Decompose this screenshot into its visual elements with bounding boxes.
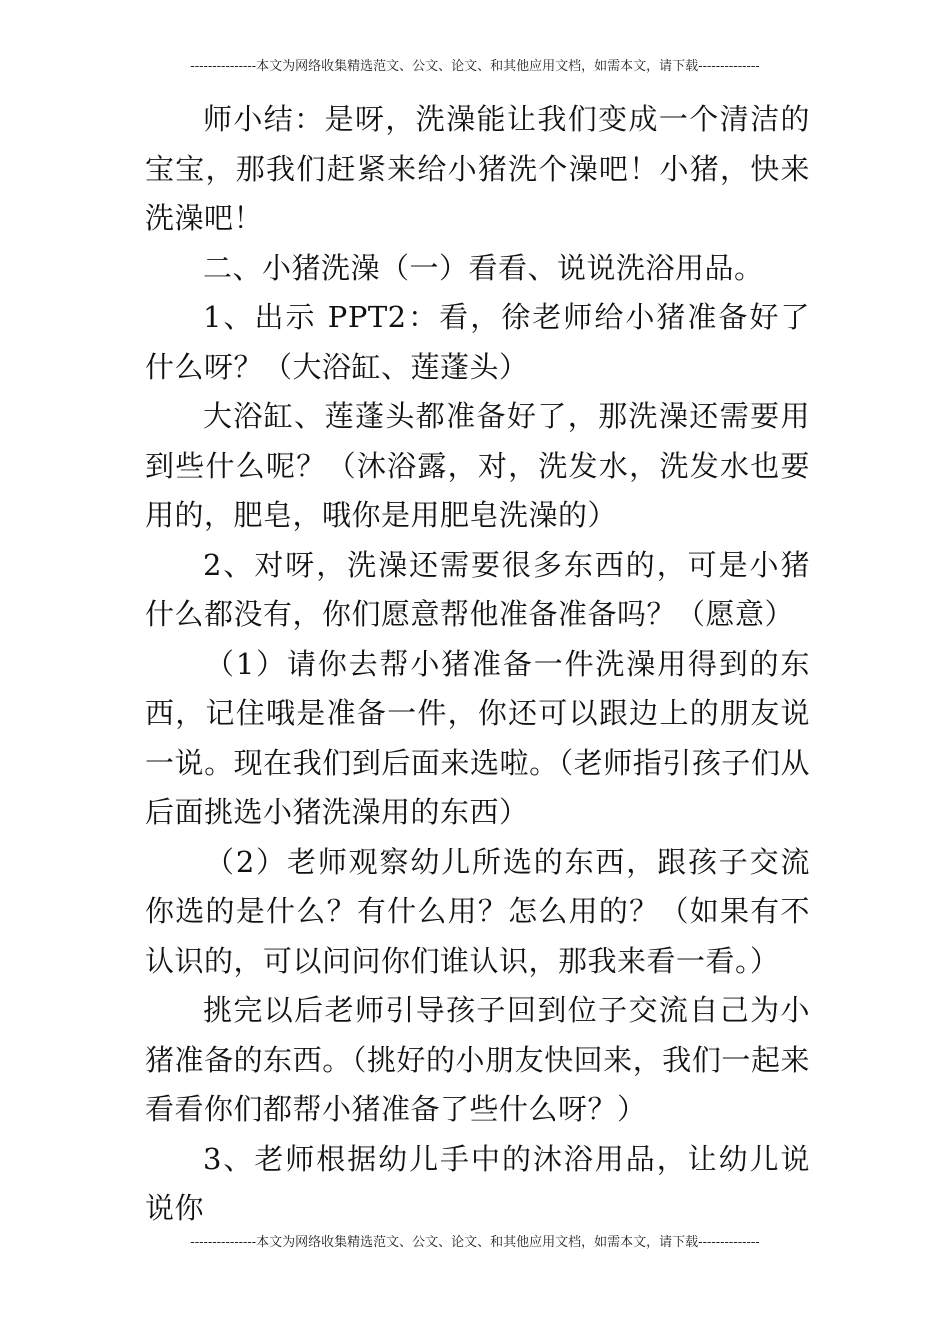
paragraph-section-heading: 二、小猪洗澡（一）看看、说说洗浴用品。 [203,250,764,285]
paragraph-teacher-summary: 师小结：是呀，洗澡能让我们变成一个清洁的宝宝，那我们赶紧来给小猪洗个澡吧！小猪，快来洗澡吧！ [145,102,810,235]
paragraph-after-selection: 挑完以后老师引导孩子回到位子交流自己为小猪准备的东西。（挑好的小朋友快回来，我们一起来看看你们都帮小猪准备了些什么呀？） [145,993,810,1126]
page-header: ---------------本文为网络收集精选范文、公文、论文、和其他应用文档，如需本文，请下载-------------- [190,59,760,74]
paragraph-step-2: 2、对呀，洗澡还需要很多东西的，可是小猪什么都没有，你们愿意帮他准备准备吗？（愿意） [145,547,810,631]
paragraph-bath-items: 大浴缸、莲蓬头都准备好了，那洗澡还需要用到些什么呢？（沐浴露，对，洗发水，洗发水也要用的，肥皂，哦你是用肥皂洗澡的） [145,399,810,532]
paragraph-step-1: 1、出示 PPT2：看，徐老师给小猪准备好了什么呀？（大浴缸、莲蓬头） [145,300,810,384]
paragraph-step-3: 3、老师根据幼儿手中的沐浴用品，让幼儿说说你 [145,1141,810,1225]
document-body [145,95,810,1234]
paragraph-substep-1: （1）请你去帮小猪准备一件洗澡用得到的东西，记住哦是准备一件，你还可以跟边上的朋友说一说。现在我们到后面来选啦。（老师指引孩子们从后面挑选小猪洗澡用的东西） [145,646,810,829]
page-footer: ---------------本文为网络收集精选范文、公文、论文、和其他应用文档，如需本文，请下载-------------- [190,1235,760,1250]
paragraph-substep-2: （2）老师观察幼儿所选的东西，跟孩子交流你选的是什么？有什么用？怎么用的？（如果有不认识的，可以问问你们谁认识，那我来看一看。） [145,844,810,978]
